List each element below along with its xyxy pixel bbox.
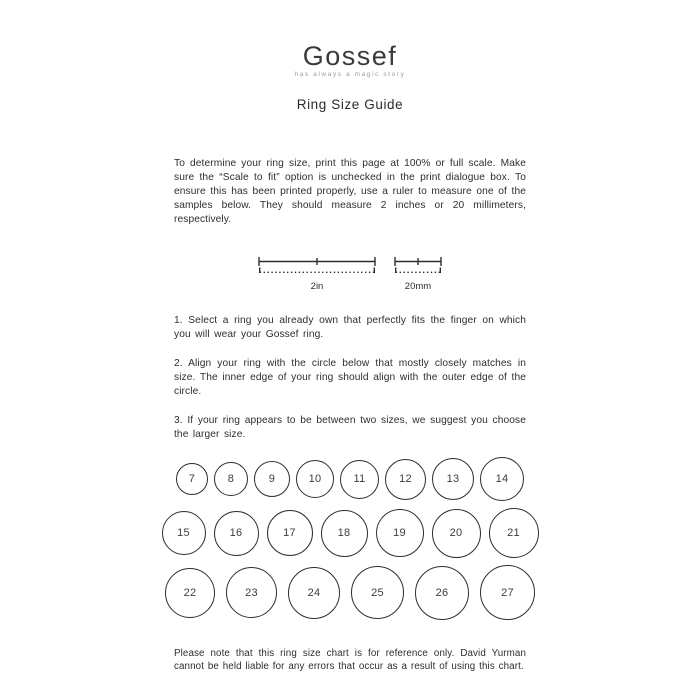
ring-size-row-2 [174, 508, 526, 558]
ring-size-circle-11 [340, 460, 379, 499]
ruler-20mm-graphic [393, 256, 443, 280]
ring-size-circle-12 [385, 459, 426, 500]
ring-size-number: 15 [177, 527, 190, 539]
ring-size-number: 10 [308, 473, 322, 485]
ring-size-circle-20 [432, 509, 481, 558]
page-header [174, 0, 526, 112]
ring-size-circle-9 [254, 461, 290, 497]
ring-size-circle-15 [162, 511, 206, 555]
ring-size-circle-8 [214, 462, 248, 496]
ring-size-row-1 [174, 457, 526, 501]
ring-size-number: 11 [353, 473, 366, 485]
ring-size-circle-21 [489, 508, 539, 558]
ruler-2in-label: 2in [310, 281, 324, 292]
ruler-20mm-label: 20mm [404, 281, 432, 292]
ring-size-number: 16 [229, 527, 243, 539]
ring-size-circle-19 [376, 509, 424, 557]
instruction-step-2: 2. Align your ring with the circle below that mostly closely matches in size. The inner edge of your ring should align with the outer edge of the circle. [174, 358, 526, 397]
ring-size-circle-27 [480, 565, 535, 620]
ring-size-circle-26 [415, 566, 469, 620]
ring-size-circle-13 [432, 458, 474, 500]
ring-size-circle-24 [288, 567, 340, 619]
ring-size-number: 8 [227, 473, 235, 485]
ruler-2in [257, 256, 377, 292]
ring-size-circle-17 [267, 510, 313, 556]
ring-size-number: 26 [435, 586, 449, 599]
ring-size-circle-22 [165, 568, 215, 618]
ring-size-circle-chart [174, 457, 526, 620]
ring-size-number: 18 [337, 527, 351, 539]
disclaimer-note: Please note that this ring size chart is for reference only. David Yurman cannot be held liable for any errors that occur as a result of using this chart. [174, 648, 526, 672]
ring-size-circle-10 [296, 460, 334, 498]
brand-logo: Gossef [302, 41, 398, 71]
ring-size-number: 20 [449, 527, 463, 539]
ring-size-circle-18 [321, 510, 368, 557]
page-title: Ring Size Guide [296, 97, 404, 112]
ring-size-number: 12 [399, 473, 412, 485]
ring-size-number: 19 [393, 527, 406, 539]
ring-size-number: 21 [507, 527, 520, 539]
ring-size-number: 22 [183, 586, 197, 599]
measurement-samples [174, 256, 526, 292]
ring-size-number: 23 [245, 586, 258, 599]
ring-size-number: 24 [307, 586, 321, 599]
ring-size-number: 9 [268, 473, 276, 485]
ring-size-circle-25 [351, 566, 404, 619]
ring-size-number: 17 [283, 527, 296, 539]
brand-tagline: has always a magic story [294, 71, 406, 78]
ruler-20mm [393, 256, 443, 292]
ring-size-number: 27 [501, 586, 514, 599]
ring-size-row-3 [174, 565, 526, 620]
ring-size-circle-7 [176, 463, 208, 495]
ring-size-number: 7 [188, 473, 196, 485]
ring-size-circle-23 [226, 567, 277, 618]
ring-size-circle-16 [214, 511, 259, 556]
instruction-step-3: 3. If your ring appears to be between two sizes, we suggest you choose the larger size. [174, 415, 526, 440]
ring-size-number: 14 [495, 473, 509, 485]
ring-size-number: 13 [446, 473, 460, 485]
instruction-step-1: 1. Select a ring you already own that perfectly fits the finger on which you will wear your Gossef ring. [174, 315, 526, 340]
ruler-2in-graphic [257, 256, 377, 280]
ring-size-guide-page [174, 0, 526, 673]
intro-paragraph: To determine your ring size, print this page at 100% or full scale. Make sure the “Scale to fit” option is unchecked in the print dialogue box. To ensure this has been printed properly, use a ruler to measure one of the samples below. They should measure 2 inches or 20 millimeters, respectively. [174, 158, 526, 225]
instruction-list [174, 314, 526, 442]
ring-size-number: 25 [371, 586, 384, 599]
ring-size-circle-14 [480, 457, 524, 501]
